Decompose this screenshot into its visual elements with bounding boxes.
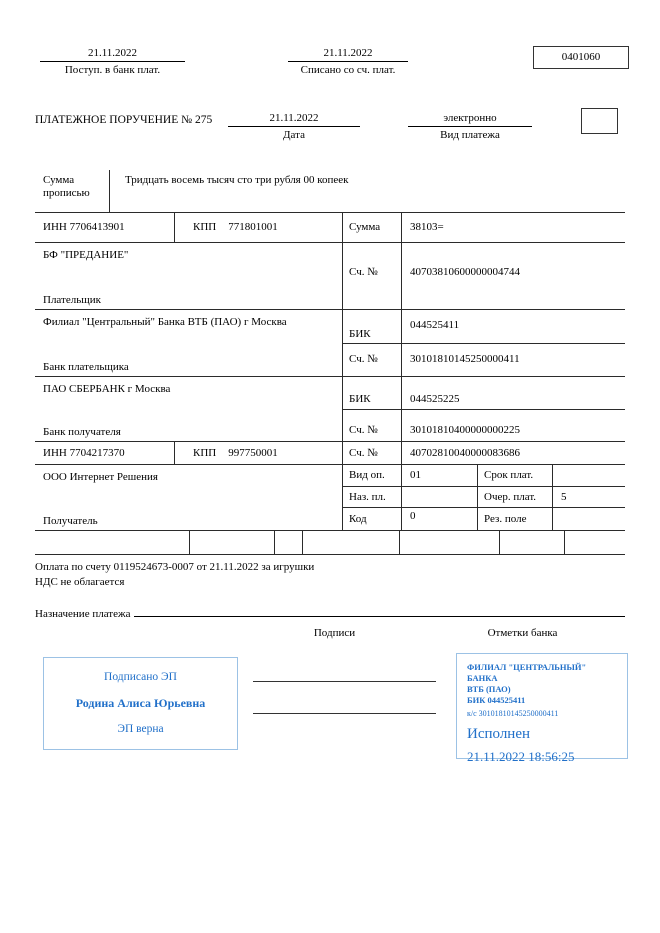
bank-stamp-line-1: ФИЛИАЛ "ЦЕНТРАЛЬНЫЙ" БАНКА [467,662,587,683]
payee-bank-role-label: Банк получателя [43,426,121,438]
payer-bank-row [35,310,625,377]
payee-bank-name: ПАО СБЕРБАНК г Москва [43,383,171,395]
payer-bank-bik-value: 044525411 [410,319,460,331]
bank-stamp-line-2: ВТБ (ПАО) [467,684,511,694]
vid-op-value: 01 [402,465,478,486]
amount-words-label: Сумма прописью [35,170,110,212]
payer-inn-row [35,213,625,243]
payer-kpp-label: КПП [193,221,217,233]
received-date-value: 21.11.2022 [40,47,185,62]
payer-kpp [175,213,343,242]
payer-bank-name: Филиал "Центральный" Банка ВТБ (ПАО) г Москва [43,316,287,328]
purpose-label-row [35,605,625,621]
payer-bank-account-label: Сч. № [343,344,402,377]
signatures-label: Подписи [313,627,356,639]
kod-value: 0 [402,508,478,530]
signature-stamp [43,657,238,750]
payee-bank-row [35,377,625,442]
signature-line-2 [253,713,436,714]
purpose-label: Назначение платежа [35,608,131,620]
form-code-box [533,46,629,69]
document-title: ПЛАТЕЖНОЕ ПОРУЧЕНИЕ № 275 [35,114,213,126]
payment-purpose [35,560,625,590]
tax-field-cell [303,531,400,554]
debited-date-block [288,47,408,77]
signature-line-1 [253,681,436,682]
received-date-block [40,47,185,77]
debited-date-label: Списано со сч. плат. [300,64,396,76]
payment-type-value: электронно [408,112,532,127]
payee-bank-bik-label: БИК [343,377,402,409]
purpose-line-1: Оплата по счету 0119524673-0007 от 21.11.2022 за игрушки [35,561,315,573]
payee-bank-account-label: Сч. № [343,410,402,442]
payer-cell [35,243,343,309]
payee-name: ООО Интернет Решения [43,471,158,483]
signature-stamp-signer: Родина Алиса Юрьевна [75,696,206,710]
bank-stamp-line-3: БИК 044525411 [467,695,526,705]
signature-stamp-line-1: Подписано ЭП [104,671,177,683]
payer-account-value: 40703810600000004744 [410,266,520,278]
tax-field-cell [565,531,625,554]
payment-type-block [408,112,532,142]
srok-plat-label: Срок плат. [478,465,553,486]
payee-kpp-label: КПП [193,446,217,459]
rez-pole-value [553,508,625,530]
payee-inn: ИНН 7704217370 [35,442,175,464]
bank-stamp-datetime: 21.11.2022 18:56:25 [467,749,575,764]
naz-pl-value [402,487,478,508]
bank-stamp [456,653,628,764]
received-date-label: Поступ. в банк плат. [64,64,161,76]
tax-field-cell [400,531,500,554]
payer-bank-bik-label: БИК [343,310,402,343]
payer-kpp-value: 771801001 [228,221,278,233]
bank-stamp-status: Исполнен [467,726,531,742]
tax-fields-row [35,531,625,555]
payee-bank-cell [35,377,343,441]
date-block [228,112,360,142]
payer-bank-cell [35,310,343,376]
signature-stamp-line-3: ЭП верна [117,723,164,735]
purpose-line-2: НДС не облагается [35,576,125,588]
ocher-plat-label: Очер. плат. [478,487,553,508]
payee-kpp-value: 997750001 [228,446,278,459]
payer-account-label: Сч. № [343,243,402,309]
payee-account-label: Сч. № [343,442,402,464]
payer-name: БФ "ПРЕДАНИЕ" [43,249,129,261]
tax-field-cell [275,531,303,554]
payer-bank-role-label: Банк плательщика [43,361,129,373]
purpose-underline [134,605,625,617]
payment-type-box [581,108,618,134]
payee-bank-bik-value: 044525225 [410,392,460,405]
date-value: 21.11.2022 [228,112,360,127]
payer-role-label: Плательщик [43,294,101,306]
naz-pl-label: Наз. пл. [343,487,402,508]
srok-plat-value [553,465,625,486]
payer-inn: ИНН 7706413901 [35,213,175,242]
sum-label: Сумма [343,213,402,242]
payment-table [35,170,625,555]
bank-stamp-corr-account: к/с 30101810145250000411 [467,709,559,718]
payee-account-value: 40702810040000083686 [410,446,520,459]
amount-words-value: Тридцать восемь тысяч сто три рубля 00 копеек [125,174,349,186]
kod-label: Код [343,508,402,530]
payee-kpp [175,442,343,464]
payer-bank-account-value: 30101810145250000411 [410,353,520,366]
amount-words-row [35,170,625,213]
payee-cell [35,465,343,530]
tax-field-cell [500,531,565,554]
form-code-value: 0401060 [561,51,601,63]
payment-type-label: Вид платежа [440,129,500,141]
debited-date-value: 21.11.2022 [288,47,408,62]
tax-field-cell [35,531,190,554]
rez-pole-label: Рез. поле [478,508,553,530]
vid-op-label: Вид оп. [343,465,402,486]
payee-row [35,465,625,531]
bank-marks-label: Отметки банка [487,627,558,639]
tax-field-cell [190,531,275,554]
payee-bank-account-value: 30101810400000000225 [410,424,520,436]
date-label: Дата [283,129,305,141]
ocher-plat-value: 5 [561,490,567,503]
payee-role-label: Получатель [43,515,98,527]
payer-row [35,243,625,310]
payee-inn-row [35,442,625,465]
sum-value: 38103= [410,221,444,233]
